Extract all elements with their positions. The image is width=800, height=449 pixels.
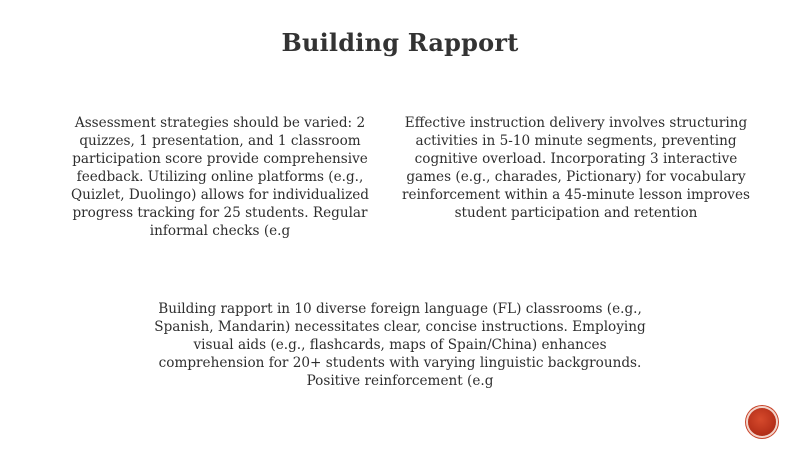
circle-button-icon[interactable] (748, 408, 776, 436)
assessment-text-block: Assessment strategies should be varied: 2 quizzes, 1 presentation, and 1 classroom participation score provide comprehensive feedback. Utilizing online platforms (e.g., Quizlet, Duolingo) allows for individualized progress tracking for 25 students. Regular informal checks (e.g (70, 115, 369, 239)
rapport-text-block: Building rapport in 10 diverse foreign language (FL) classrooms (e.g., Spanish, Mandarin) necessitates clear, concise instructions. Employing visual aids (e.g., flashcards, maps of Spain/China) enhances comprehension for 20+ students with varying linguistic backgrounds. Positive reinforcement (e.g (154, 301, 646, 389)
instruction-text-block: Effective instruction delivery involves structuring activities in 5-10 minute segments, preventing cognitive overload. Incorporating 3 interactive games (e.g., charades, Pictionary) for vocabulary reinforcement within a 45-minute lesson improves student participation and retention (402, 115, 750, 221)
slide-title: Building Rapport (281, 28, 519, 57)
